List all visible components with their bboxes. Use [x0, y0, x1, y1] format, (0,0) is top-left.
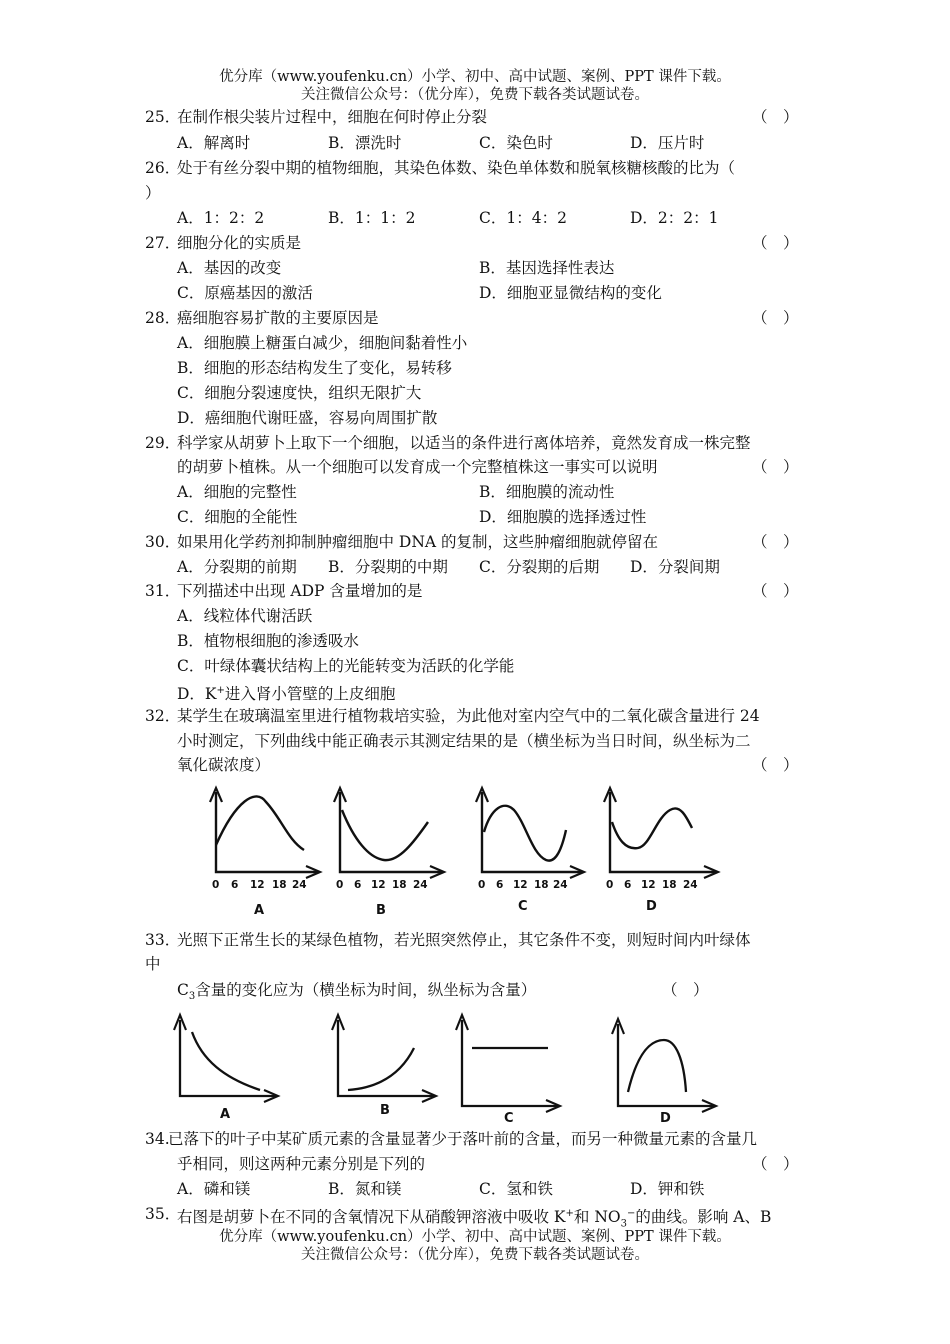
- q35-sup-2: −: [626, 1208, 636, 1219]
- q34-option-b: B．氮和镁: [328, 1180, 402, 1198]
- q30-option-d: D．分裂间期: [630, 558, 720, 576]
- q26-number: 26．: [145, 159, 181, 177]
- q32-b-tick: 0: [336, 879, 344, 891]
- q30-option-b: B．分裂期的中期: [328, 558, 448, 576]
- footer-line-2: 关注微信公众号：（优分库），免费下载各类试题试卷。: [301, 1247, 649, 1263]
- q28-option-a: A．细胞膜上糖蛋白减少，细胞间黏着性小: [177, 334, 468, 352]
- q31-option-d-pre: D．K: [177, 685, 217, 704]
- q32-b-tick: 24: [413, 879, 428, 891]
- q33-c3-pre: C: [177, 981, 189, 999]
- q32-graph-c-label: C: [518, 899, 528, 914]
- q27-answer-paren: （ ）: [752, 234, 799, 252]
- q32-graph-a: [210, 788, 320, 918]
- q34-answer-paren: （ ）: [752, 1155, 799, 1173]
- q32-graph-a-label: A: [254, 903, 265, 918]
- q29-answer-paren: （ ）: [752, 458, 799, 476]
- q26-stem-cont: ）: [145, 184, 161, 202]
- q29-stem-cont: 的胡萝卜植株。从一个细胞可以发育成一个完整植株这一事实可以说明: [177, 458, 658, 476]
- q26-option-b: B．1：1：2: [328, 209, 416, 227]
- q34-stem-cont: 乎相同，则这两种元素分别是下列的: [177, 1155, 426, 1173]
- q33-graph-c-label: C: [504, 1111, 514, 1125]
- q34-option-d: D．钾和铁: [630, 1180, 705, 1198]
- q34-option-c: C．氢和铁: [479, 1180, 553, 1198]
- q29-option-c: C．细胞的全能性: [177, 508, 298, 526]
- q32-c-tick: 24: [553, 879, 568, 891]
- q33-answer-paren: （ ）: [662, 981, 709, 999]
- q34-number: 34.: [145, 1130, 170, 1148]
- q35-sub-1: 3: [620, 1218, 627, 1230]
- q30-option-c: C．分裂期的后期: [479, 558, 600, 576]
- q25-option-d: D．压片时: [630, 134, 705, 152]
- q28-answer-paren: （ ）: [752, 309, 799, 327]
- q25-answer-paren: （ ）: [752, 108, 799, 126]
- q32-graph-a-curve: [216, 796, 304, 850]
- q31-option-c: C．叶绿体囊状结构上的光能转变为活跃的化学能: [177, 657, 515, 675]
- q28-option-c: C．细胞分裂速度快，组织无限扩大: [177, 384, 422, 402]
- q27-stem: 细胞分化的实质是: [177, 234, 302, 252]
- q32-number: 32．: [145, 707, 181, 725]
- q30-answer-paren: （ ）: [752, 533, 799, 551]
- header-line-1: 优分库（www.youfenku.cn）小学、初中、高中试题、案例、PPT 课件下载。: [219, 69, 731, 85]
- q33-graph-d: [612, 1019, 716, 1125]
- q33-stem: 光照下正常生长的某绿色植物，若光照突然停止，其它条件不变，则短时间内叶绿体: [177, 931, 751, 949]
- q35-stem-mid: 和 NO: [573, 1208, 621, 1227]
- q32-graph-c: [476, 788, 584, 914]
- q33-stem-line-3: [177, 979, 536, 1008]
- q33-graph-d-curve: [628, 1040, 686, 1092]
- q29-number: 29．: [145, 434, 181, 452]
- q25-number: 25．: [145, 108, 181, 126]
- q34-stem: 已落下的叶子中某矿质元素的含量显著少于落叶前的含量，而另一种微量元素的含量几: [168, 1130, 758, 1148]
- q33-graph-b-curve: [348, 1048, 414, 1090]
- q32-stem-cont-2: 氧化碳浓度）: [177, 756, 271, 774]
- q32-a-tick: 18: [272, 879, 287, 891]
- q25-option-a: A．解离时: [177, 134, 251, 152]
- q31-option-d: [177, 680, 395, 705]
- q35-stem-pre: 右图是胡萝卜在不同的含氧情况下从硝酸钾溶液中吸收 K: [177, 1208, 566, 1227]
- q32-b-tick: 6: [354, 879, 362, 891]
- q32-graph-c-curve: [484, 806, 566, 861]
- q32-a-tick: 6: [231, 879, 239, 891]
- q27-option-a: A．基因的改变: [177, 259, 282, 277]
- q28-stem: 癌细胞容易扩散的主要原因是: [177, 309, 379, 327]
- q32-a-tick: 0: [212, 879, 220, 891]
- q28-number: 28．: [145, 309, 181, 327]
- q35-stem-post: 的曲线。影响 A、B: [635, 1208, 772, 1227]
- q28-option-b: B．细胞的形态结构发生了变化，易转移: [177, 359, 452, 377]
- q33-graphs-svg: [168, 1010, 728, 1125]
- q32-graph-b-curve: [342, 810, 428, 860]
- q25-option-c: C．染色时: [479, 134, 553, 152]
- q32-d-tick: 24: [683, 879, 698, 891]
- q31-number: 31．: [145, 582, 181, 600]
- footer-line-1: 优分库（www.youfenku.cn）小学、初中、高中试题、案例、PPT 课件下载。: [219, 1229, 731, 1245]
- q31-option-d-sup: +: [216, 685, 225, 696]
- q32-stem: 某学生在玻璃温室里进行植物栽培实验，为此他对室内空气中的二氧化碳含量进行 24: [177, 707, 760, 725]
- q32-d-tick: 6: [624, 879, 632, 891]
- q26-option-c: C．1：4：2: [479, 209, 567, 227]
- q26-option-a: A．1：2：2: [177, 209, 265, 227]
- q32-a-tick: 12: [250, 879, 265, 891]
- q27-option-c: C．原癌基因的激活: [177, 284, 313, 302]
- q29-option-a: A．细胞的完整性: [177, 483, 297, 501]
- q29-option-b: B．细胞膜的流动性: [479, 483, 615, 501]
- q29-stem: 科学家从胡萝卜上取下一个细胞，以适当的条件进行离体培养，竟然发育成一株完整: [177, 434, 751, 452]
- q32-answer-paren: （ ）: [752, 756, 799, 774]
- q32-c-tick: 0: [478, 879, 486, 891]
- q32-graphs: [196, 780, 736, 920]
- q33-graph-a: [174, 1015, 278, 1122]
- q35-sup-1: +: [565, 1208, 574, 1219]
- q32-stem-cont: 小时测定，下列曲线中能正确表示其测定结果的是（横坐标为当日时间，纵坐标为二: [177, 732, 751, 750]
- q32-c-tick: 6: [496, 879, 504, 891]
- q33-number: 33．: [145, 931, 181, 949]
- q32-graph-d-curve: [612, 808, 692, 848]
- q32-d-tick: 12: [641, 879, 656, 891]
- q32-graph-d: [604, 788, 718, 914]
- q33-graph-d-label: D: [660, 1111, 671, 1125]
- q32-b-tick: 18: [392, 879, 407, 891]
- q33-c3-sub: 3: [188, 991, 196, 1003]
- q33-graph-b: [332, 1015, 436, 1118]
- q29-option-d: D．细胞膜的选择透过性: [479, 508, 647, 526]
- q32-c-tick: 18: [534, 879, 549, 891]
- q32-b-tick: 12: [371, 879, 386, 891]
- q34-option-a: A．磷和镁: [177, 1180, 251, 1198]
- q33-graph-b-label: B: [380, 1103, 390, 1118]
- q28-option-d: D．癌细胞代谢旺盛，容易向周围扩散: [177, 409, 438, 427]
- q35-number: 35．: [145, 1205, 181, 1223]
- header-line-2: 关注微信公众号：（优分库），免费下载各类试题试卷。: [301, 87, 649, 103]
- q31-option-b: B．植物根细胞的渗透吸水: [177, 632, 359, 650]
- q30-number: 30．: [145, 533, 181, 551]
- q32-a-tick: 24: [292, 879, 307, 891]
- q33-graph-c: [456, 1015, 560, 1125]
- q31-option-a: A．线粒体代谢活跃: [177, 607, 313, 625]
- q25-stem: 在制作根尖装片过程中，细胞在何时停止分裂: [177, 108, 488, 126]
- q32-c-tick: 12: [513, 879, 528, 891]
- q32-graph-d-label: D: [646, 899, 657, 914]
- q32-d-tick: 18: [662, 879, 677, 891]
- q26-option-d: D．2：2：1: [630, 209, 719, 227]
- q32-d-tick: 0: [606, 879, 614, 891]
- q26-stem: 处于有丝分裂中期的植物细胞，其染色体数、染色单体数和脱氧核糖核酸的比为（: [177, 159, 736, 177]
- q33-stem-cont: 中: [145, 955, 161, 973]
- q32-graph-b: [334, 788, 444, 918]
- q32-graph-b-label: B: [376, 903, 386, 918]
- q30-stem: 如果用化学药剂抑制肿瘤细胞中 DNA 的复制，这些肿瘤细胞就停留在: [177, 533, 659, 551]
- q27-option-b: B．基因选择性表达: [479, 259, 615, 277]
- q25-option-b: B．漂洗时: [328, 134, 402, 152]
- q31-option-d-post: 进入肾小管壁的上皮细胞: [224, 685, 396, 704]
- q27-option-d: D．细胞亚显微结构的变化: [479, 284, 662, 302]
- q33-graph-a-label: A: [220, 1107, 231, 1122]
- q33-graph-a-curve: [192, 1032, 260, 1090]
- q27-number: 27．: [145, 234, 181, 252]
- q33-stem-post: 含量的变化应为（横坐标为时间，纵坐标为含量）: [195, 981, 537, 999]
- q32-graphs-svg: [196, 780, 736, 920]
- q31-answer-paren: （ ）: [752, 582, 799, 600]
- q30-option-a: A．分裂期的前期: [177, 558, 297, 576]
- q31-stem: 下列描述中出现 ADP 含量增加的是: [177, 582, 423, 600]
- q33-graphs: [168, 1010, 728, 1125]
